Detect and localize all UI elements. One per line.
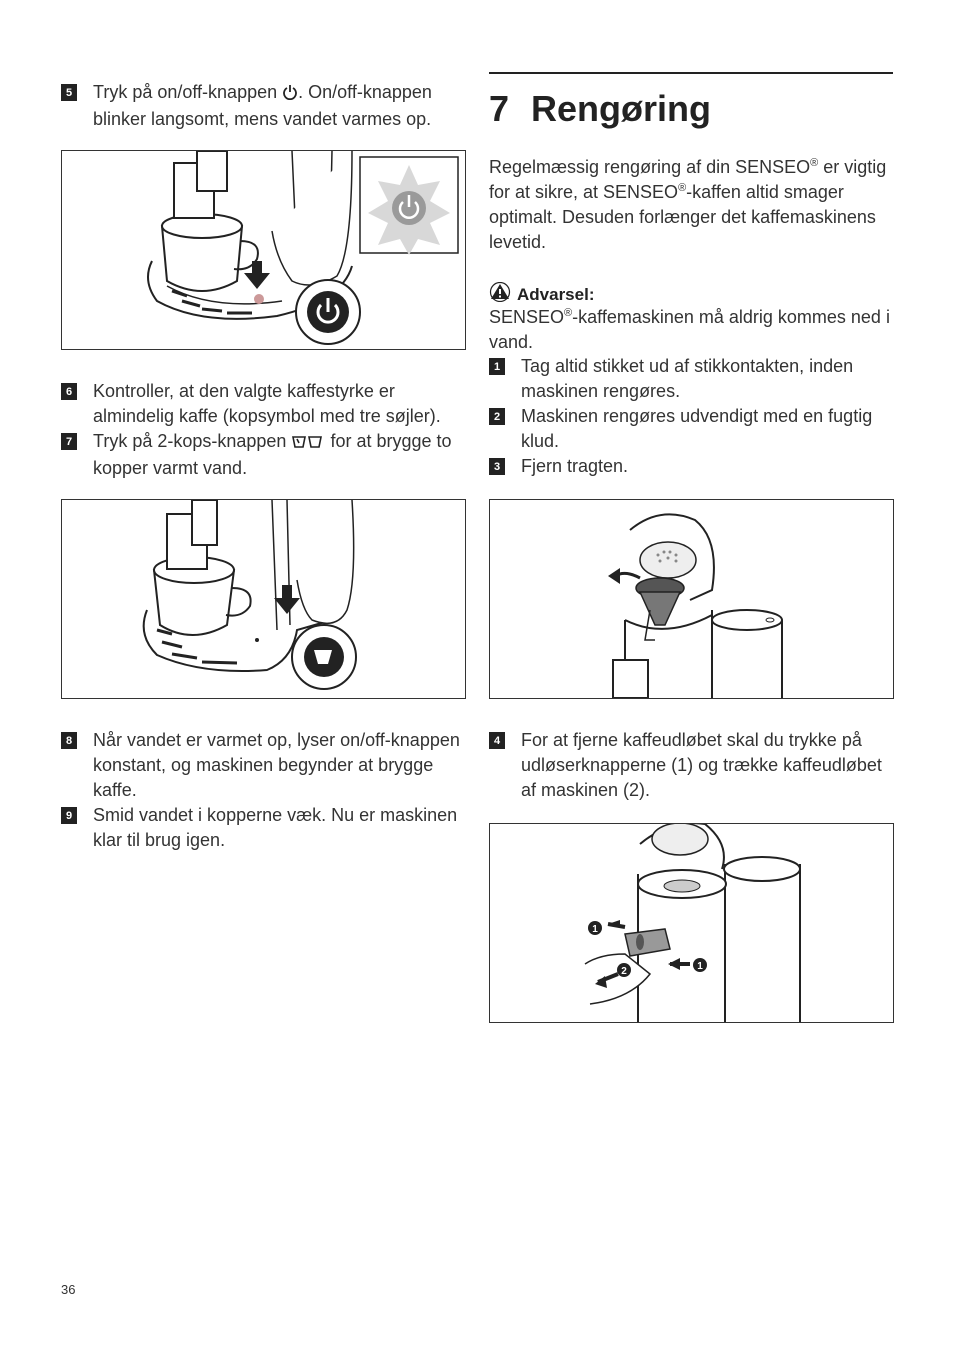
step-number: 6 — [61, 383, 77, 400]
step-3 — [489, 454, 893, 479]
step-4 — [489, 728, 893, 803]
step-text: For at fjerne kaffeudløbet skal du trykke på udløserknapperne (1) og trække kaffeudløbet af maskinen (2). — [521, 730, 882, 800]
step-2 — [489, 404, 893, 454]
page-number: 36 — [61, 1282, 76, 1297]
callout-1b: 1 — [697, 961, 703, 972]
warning-triangle-icon — [489, 282, 511, 307]
figure-remove-funnel — [489, 499, 894, 699]
two-cups-icon — [291, 431, 325, 456]
step-number: 9 — [61, 807, 77, 824]
step-6 — [61, 379, 471, 429]
intro-paragraph: Regelmæssig rengøring af din SENSEO® er vigtig for at sikre, at SENSEO®-kaffen altid smager optimalt. Desuden forlænger det kaffemaskinens levetid. — [489, 157, 887, 252]
step-number: 5 — [61, 84, 77, 101]
warning-text: SENSEO®-kaffemaskinen må aldrig kommes ned i vand. — [489, 307, 890, 352]
step-1 — [489, 354, 893, 404]
step-number: 8 — [61, 732, 77, 749]
chapter-number: 7 — [489, 88, 510, 129]
warning-heading: Advarsel: — [489, 282, 594, 307]
step-9 — [61, 803, 471, 853]
step-7 — [61, 429, 471, 481]
callout-2: 2 — [621, 966, 627, 977]
step-number: 4 — [489, 732, 505, 749]
step-number: 7 — [61, 433, 77, 450]
step-number: 3 — [489, 458, 505, 475]
step-number: 1 — [489, 358, 505, 375]
chapter-heading — [489, 88, 711, 130]
step-text: Fjern tragten. — [521, 456, 629, 476]
step-text: Tag altid stikket ud af stikkontakten, inden maskinen rengøres. — [521, 356, 854, 401]
callout-1: 1 — [592, 924, 598, 935]
step-number: 2 — [489, 408, 505, 425]
step-8 — [61, 728, 471, 803]
power-icon — [282, 82, 298, 107]
chapter-title: Rengøring — [531, 88, 712, 129]
figure-two-cup-button — [61, 499, 466, 699]
step-text: Maskinen rengøres udvendigt med en fugtig klud. — [521, 406, 873, 451]
step-text: Kontroller, at den valgte kaffestyrke er almindelig kaffe (kopsymbol med tre søjler). — [93, 381, 441, 426]
step-text: Når vandet er varmet op, lyser on/off-knappen konstant, og maskinen begynder at brygge kaffe. — [93, 730, 460, 800]
figure-power-button — [61, 150, 466, 350]
chapter-rule — [489, 72, 893, 74]
step-text: Smid vandet i kopperne væk. Nu er maskinen klar til brug igen. — [93, 805, 458, 850]
step-text: Tryk på on/off-knappen . On/off-knappen blinker langsomt, mens vandet varmes op. — [93, 82, 432, 129]
figure-remove-spout — [489, 823, 894, 1023]
step-text: Tryk på 2-kops-knappen for at brygge to kopper varmt vand. — [93, 431, 452, 478]
step-5 — [61, 80, 471, 132]
